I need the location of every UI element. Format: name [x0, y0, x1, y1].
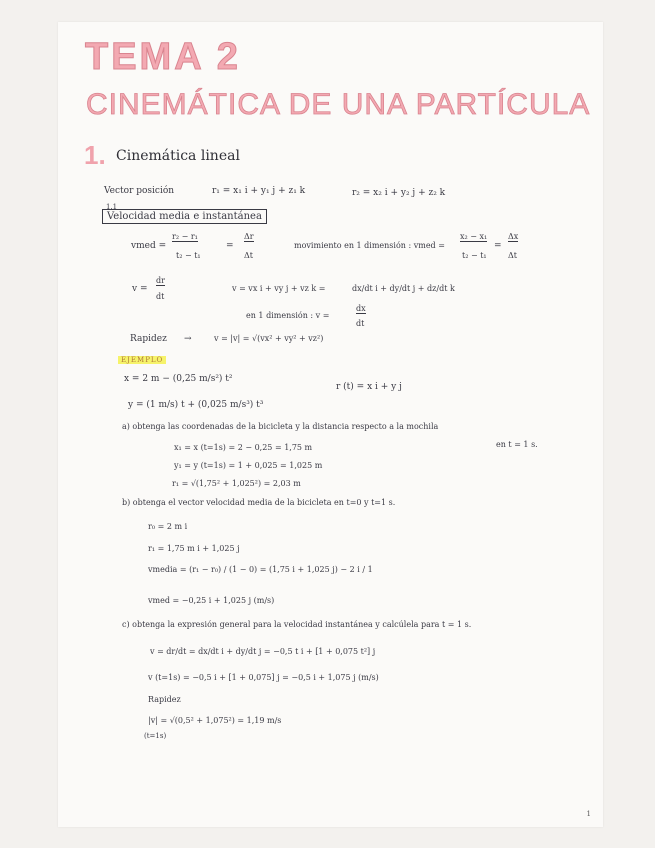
rapidez-equation: v = |v| = √(vx² + vy² + vz²)	[214, 334, 324, 343]
mov-1d-equals: =	[494, 241, 502, 251]
example-x: x = 2 m − (0,25 m/s²) t²	[124, 374, 233, 384]
rapidez-label: Rapidez	[130, 334, 167, 344]
en-1d-den: dt	[356, 319, 365, 328]
part-c-v1: v (t=1s) = −0,5 i + [1 + 0,075] j = −0,5 i + 1,075 j (m/s)	[148, 673, 379, 682]
part-a-text-2: en t = 1 s.	[496, 440, 538, 449]
v-inst-num: dr	[156, 276, 165, 285]
vmed-delta-den: Δt	[244, 251, 253, 260]
part-c-modulus: |v| = √(0,5² + 1,075²) = 1,19 m/s	[148, 716, 282, 725]
section-number: 1.	[84, 140, 106, 170]
page-title: TEMA 2	[85, 36, 241, 78]
position-eq-1: r₁ = x₁ i + y₁ j + z₁ k	[212, 186, 306, 196]
part-a-text: a) obtenga las coordenadas de la bicicleta y la distancia respecto a la mochila	[122, 422, 439, 431]
part-c-modulus-sub: (t=1s)	[144, 732, 167, 740]
part-c-v: v = dr/dt = dx/dt i + dy/dt j = −0,5 t i + [1 + 0,075 t²] j	[150, 647, 376, 656]
mov-1d-delta-num: Δx	[508, 232, 519, 241]
v-inst-lhs: v =	[132, 284, 148, 294]
mov-1d-label: movimiento en 1 dimensión : vmed =	[294, 241, 445, 250]
part-c-rapidez: Rapidez	[148, 695, 181, 704]
example-r: r (t) = x i + y j	[336, 382, 402, 392]
mov-1d-delta-den: Δt	[508, 251, 517, 260]
part-b-r1: r₁ = 1,75 m i + 1,025 j	[148, 544, 240, 553]
vmed-equals: =	[226, 241, 234, 251]
position-label: Vector posición	[104, 186, 175, 196]
part-b-r0: r₀ = 2 m i	[148, 522, 188, 531]
en-1d-label: en 1 dimensión : v =	[246, 311, 330, 320]
section-heading: Cinemática lineal	[116, 148, 240, 164]
page-subtitle: CINEMÁTICA DE UNA PARTÍCULA	[86, 88, 591, 121]
part-b-result: vmed = −0,25 i + 1,025 j (m/s)	[148, 596, 275, 605]
vmed-frac-num: r₂ − r₁	[172, 232, 198, 241]
example-y: y = (1 m/s) t + (0,025 m/s³) t³	[128, 400, 264, 410]
part-a-y1: y₁ = y (t=1s) = 1 + 0,025 = 1,025 m	[174, 461, 323, 470]
part-a-r1: r₁ = √(1,75² + 1,025²) = 2,03 m	[172, 479, 301, 488]
mov-1d-num: x₂ − x₁	[460, 232, 488, 241]
v-inst-parts: dx/dt i + dy/dt j + dz/dt k	[352, 284, 455, 293]
part-b-vmed: vmedia = (r₁ − r₀) / (1 − 0) = (1,75 i + 1,025 j) − 2 i / 1	[148, 565, 373, 574]
v-inst-components: v = vx i + vy j + vz k =	[232, 284, 326, 293]
position-eq-2: r₂ = x₂ i + y₂ j + z₂ k	[352, 188, 446, 198]
velocity-heading-box: Velocidad media e instantánea	[102, 209, 267, 224]
part-b-text: b) obtenga el vector velocidad media de la bicicleta en t=0 y t=1 s.	[122, 498, 396, 507]
vmed-delta-num: Δr	[244, 232, 254, 241]
page-number: 1	[586, 810, 591, 818]
vmed-frac-den: t₂ − t₁	[176, 251, 201, 260]
example-highlight: EJEMPLO	[118, 356, 166, 364]
part-c-text: c) obtenga la expresión general para la velocidad instantánea y calcúlela para t = 1 s.	[122, 620, 472, 629]
subsection-number: 1.1	[106, 203, 118, 211]
vmed-label: vmed =	[131, 241, 167, 251]
en-1d-num: dx	[356, 304, 366, 313]
v-inst-den: dt	[156, 292, 165, 301]
part-a-x1: x₁ = x (t=1s) = 2 − 0,25 = 1,75 m	[174, 443, 313, 452]
rapidez-arrow: →	[184, 334, 192, 344]
mov-1d-den: t₂ − t₁	[462, 251, 487, 260]
